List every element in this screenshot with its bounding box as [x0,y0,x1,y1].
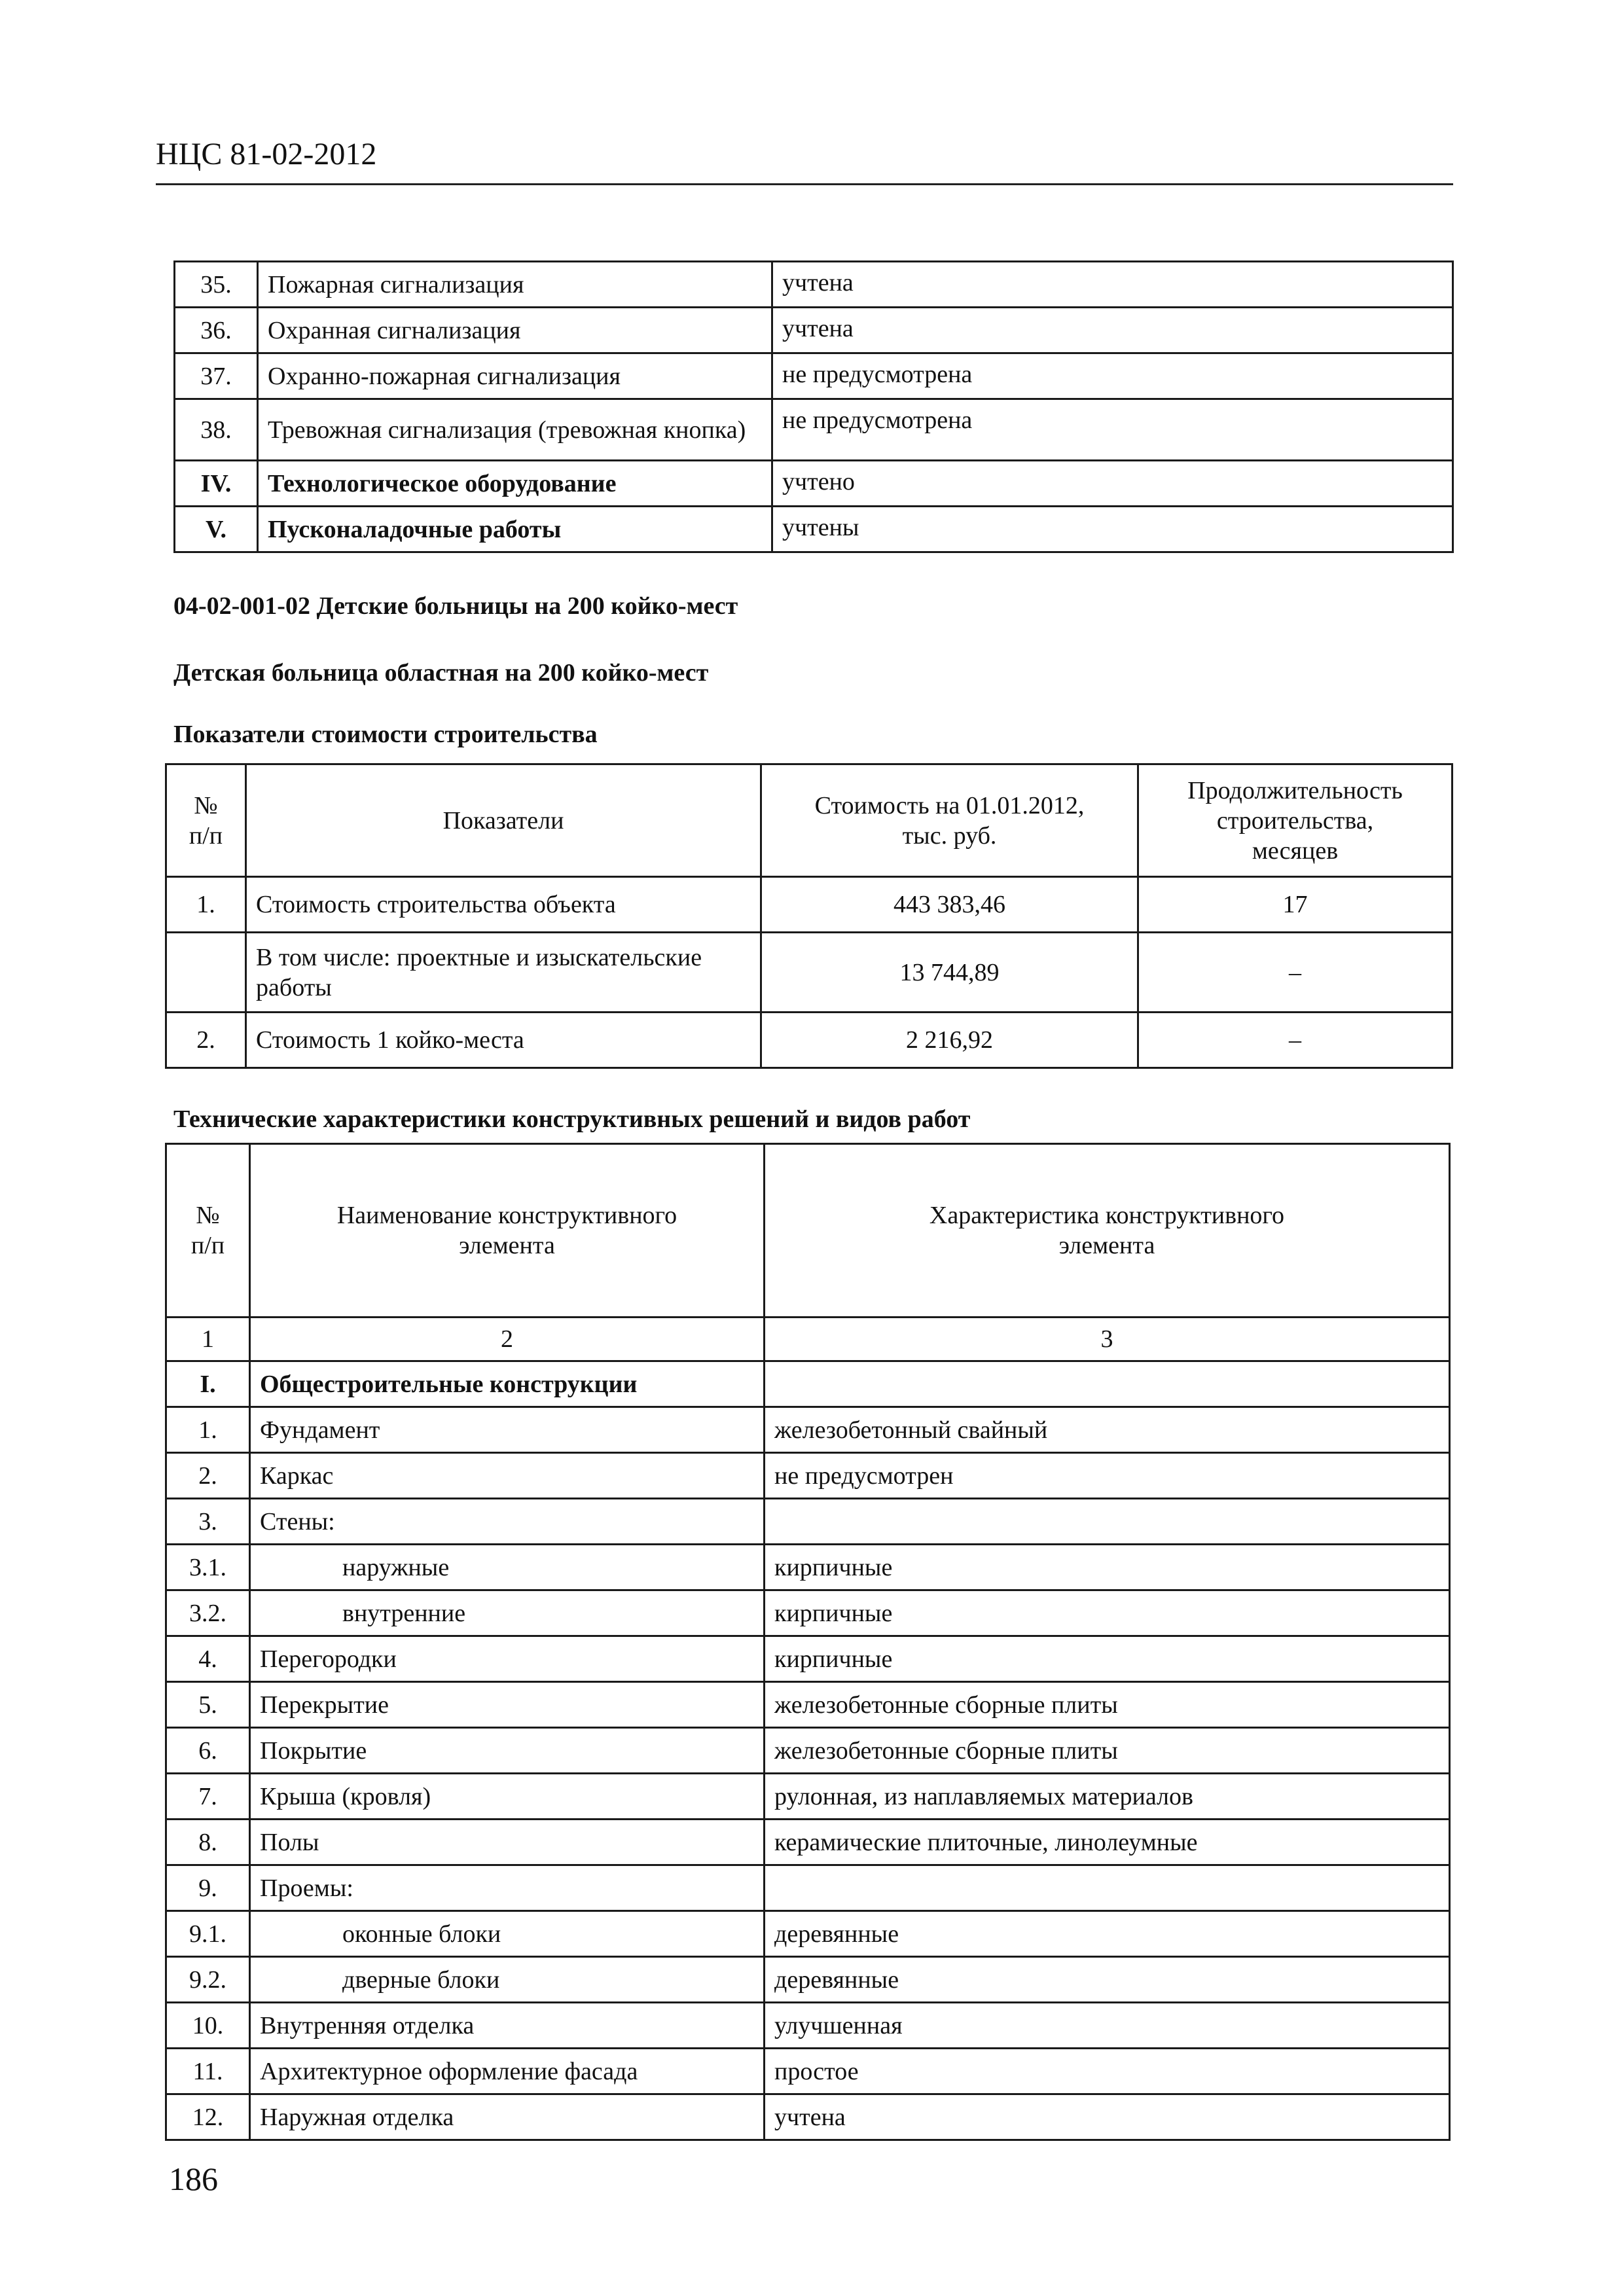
cost-table-header-row [166,764,1453,877]
document-code: НЦС 81-02-2012 [156,137,377,171]
row-number: 38. [175,399,258,461]
column-number: 2 [250,1318,765,1361]
tech-table-title: Технические характеристики конструктивных решений и видов работ [173,1105,971,1133]
row-value: не предусмотрена [772,353,1453,399]
table-row [166,1407,1450,1453]
row-cost: 443 383,46 [761,877,1138,933]
row-number: 36. [175,308,258,353]
row-element-characteristic: керамические плиточные, линолеумные [765,1820,1450,1865]
row-number: 7. [166,1774,250,1820]
column-number: 1 [166,1318,250,1361]
table-row [166,1957,1450,2003]
table-row [166,1728,1450,1774]
column-number: 3 [765,1318,1450,1361]
row-number: IV. [175,461,258,507]
table-row [175,262,1453,308]
row-number: 2. [166,1453,250,1499]
row-number: 3.1. [166,1545,250,1590]
row-element-characteristic: железобетонный свайный [765,1407,1450,1453]
row-indicator: Стоимость строительства объекта [246,877,761,933]
header-element-name: Наименование конструктивного элемента [250,1144,765,1318]
row-element-characteristic: рулонная, из наплавляемых материалов [765,1774,1450,1820]
table-row [166,1545,1450,1590]
row-number: 3. [166,1499,250,1545]
row-duration: – [1138,933,1453,1013]
cost-table-title: Показатели стоимости строительства [173,721,598,748]
table-row [166,2003,1450,2049]
table-row [166,1774,1450,1820]
row-element-characteristic: кирпичные [765,1545,1450,1590]
row-element-name: оконные блоки [250,1911,765,1957]
table-row [175,308,1453,353]
column-number-row [166,1318,1450,1361]
table-row [166,2094,1450,2140]
row-number: V. [175,507,258,552]
row-value: учтены [772,507,1453,552]
row-number: 8. [166,1820,250,1865]
row-duration: 17 [1138,877,1453,933]
table-row [166,1636,1450,1682]
row-number: 9.2. [166,1957,250,2003]
table-row [175,507,1453,552]
header-element-characteristic: Характеристика конструктивного элемента [765,1144,1450,1318]
row-element-name: Стены: [250,1499,765,1545]
row-number: 3.2. [166,1590,250,1636]
table-row [175,461,1453,507]
row-value: учтена [772,262,1453,308]
row-element-characteristic [765,1865,1450,1911]
row-value: учтена [772,308,1453,353]
table-row [166,1865,1450,1911]
table-row [166,1911,1450,1957]
header-duration: Продолжительность строительства, месяцев [1138,764,1453,877]
row-element-characteristic: учтена [765,2094,1450,2140]
table-row [166,1820,1450,1865]
row-element-characteristic: кирпичные [765,1590,1450,1636]
row-element-characteristic: не предусмотрен [765,1453,1450,1499]
row-element-name: внутренние [250,1590,765,1636]
row-element-characteristic: деревянные [765,1911,1450,1957]
row-number: 9.1. [166,1911,250,1957]
row-number: 4. [166,1636,250,1682]
row-element-name: Проемы: [250,1865,765,1911]
row-element-name: Крыша (кровля) [250,1774,765,1820]
row-element-characteristic: железобетонные сборные плиты [765,1728,1450,1774]
row-number [166,933,246,1013]
row-number: 35. [175,262,258,308]
systems-table [173,260,1454,553]
row-element-characteristic: улучшенная [765,2003,1450,2049]
row-element-name: Полы [250,1820,765,1865]
row-element-name: Архитектурное оформление фасада [250,2049,765,2094]
table-row [166,877,1453,933]
row-element-characteristic [765,1499,1450,1545]
header-num: № п/п [166,764,246,877]
row-element-characteristic: деревянные [765,1957,1450,2003]
row-element-name: Каркас [250,1453,765,1499]
section-code-heading: 04-02-001-02 Детские больницы на 200 койко-мест [173,592,738,620]
table-row [166,933,1453,1013]
cost-table [165,763,1453,1069]
header-rule [156,183,1453,185]
row-number: 6. [166,1728,250,1774]
row-element-name: Наружная отделка [250,2094,765,2140]
table-row [175,399,1453,461]
row-element-name: Перекрытие [250,1682,765,1728]
table-row [175,353,1453,399]
row-number: 10. [166,2003,250,2049]
object-subtitle: Детская больница областная на 200 койко-мест [173,659,709,687]
tech-table-header-row [166,1144,1450,1318]
row-element-characteristic: железобетонные сборные плиты [765,1682,1450,1728]
row-number: 1. [166,877,246,933]
tech-table [165,1143,1451,2141]
table-row [166,1013,1453,1068]
row-element-name: дверные блоки [250,1957,765,2003]
table-row [166,1590,1450,1636]
row-element-name: Перегородки [250,1636,765,1682]
row-value: не предусмотрена [772,399,1453,461]
row-value: учтено [772,461,1453,507]
row-element-name: Покрытие [250,1728,765,1774]
row-element-name: наружные [250,1545,765,1590]
row-number: 2. [166,1013,246,1068]
table-row [166,1682,1450,1728]
row-name: Тревожная сигнализация (тревожная кнопка) [258,399,772,461]
row-number: 37. [175,353,258,399]
row-element-name: Внутренняя отделка [250,2003,765,2049]
row-name: Пусконаладочные работы [258,507,772,552]
row-name: Охранная сигнализация [258,308,772,353]
page-number: 186 [169,2161,218,2197]
row-element-characteristic [765,1361,1450,1407]
row-cost: 13 744,89 [761,933,1138,1013]
row-number: 9. [166,1865,250,1911]
row-name: Технологическое оборудование [258,461,772,507]
table-row [166,1453,1450,1499]
row-cost: 2 216,92 [761,1013,1138,1068]
header-num: № п/п [166,1144,250,1318]
row-number: 5. [166,1682,250,1728]
table-row [166,1499,1450,1545]
row-number: I. [166,1361,250,1407]
row-indicator: В том числе: проектные и изыскательские работы [246,933,761,1013]
row-name: Охранно-пожарная сигнализация [258,353,772,399]
header-cost: Стоимость на 01.01.2012, тыс. руб. [761,764,1138,877]
row-number: 1. [166,1407,250,1453]
table-row [166,1361,1450,1407]
row-indicator: Стоимость 1 койко-места [246,1013,761,1068]
row-duration: – [1138,1013,1453,1068]
row-number: 12. [166,2094,250,2140]
row-name: Пожарная сигнализация [258,262,772,308]
row-element-characteristic: простое [765,2049,1450,2094]
row-number: 11. [166,2049,250,2094]
row-element-characteristic: кирпичные [765,1636,1450,1682]
header-indicator: Показатели [246,764,761,877]
row-element-name: Общестроительные конструкции [250,1361,765,1407]
table-row [166,2049,1450,2094]
row-element-name: Фундамент [250,1407,765,1453]
